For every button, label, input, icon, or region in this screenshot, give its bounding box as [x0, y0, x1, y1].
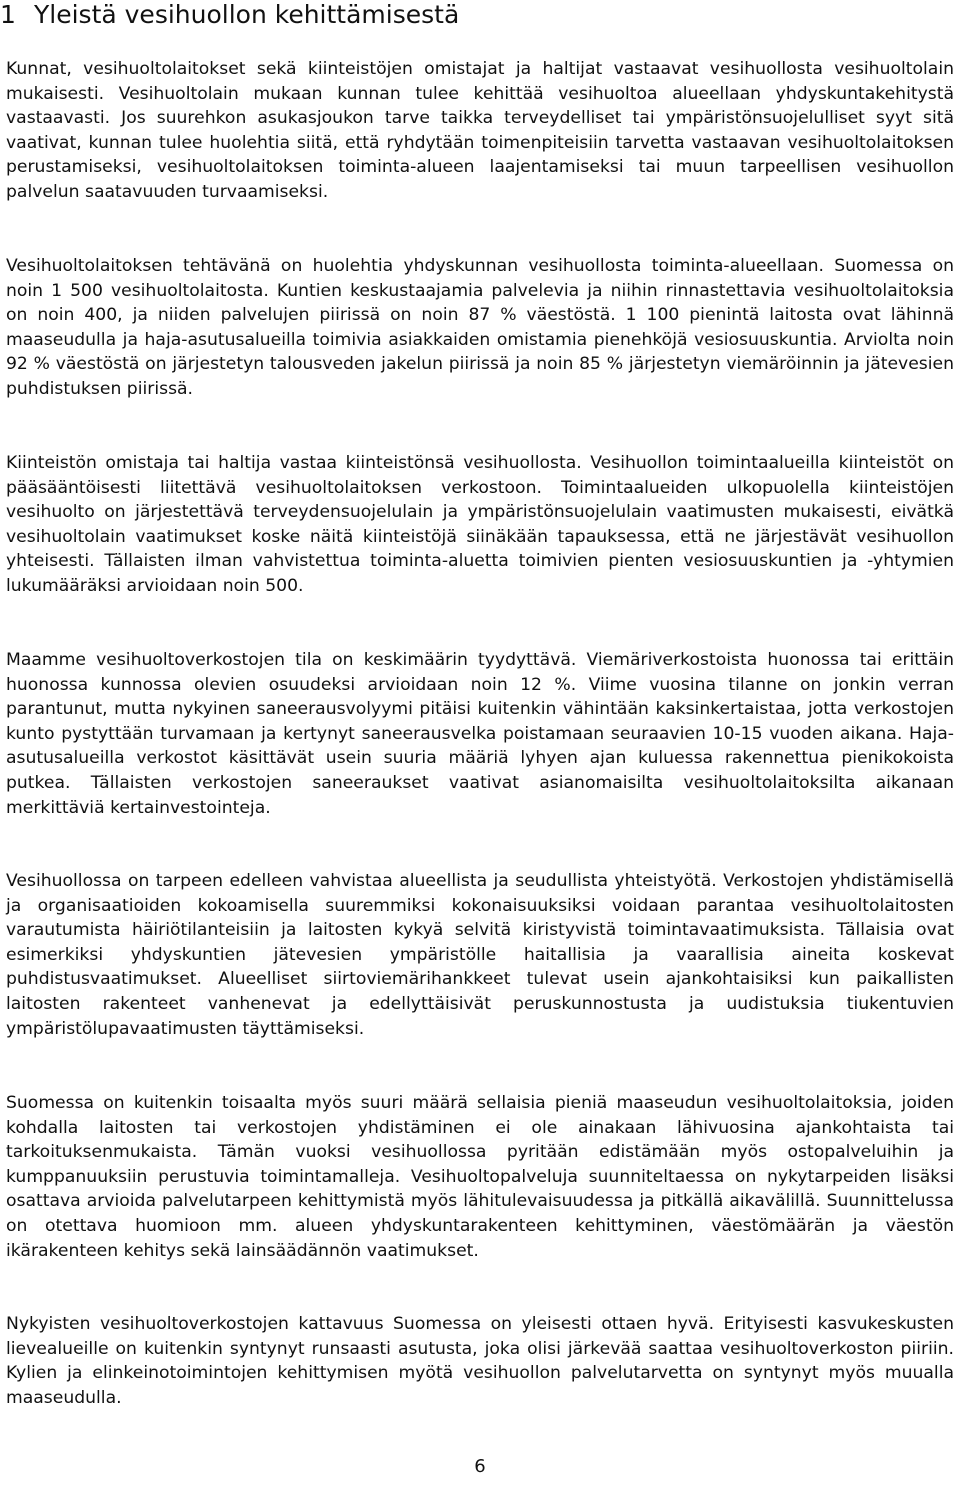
paragraph-rural-utilities: Suomessa on kuitenkin toisaalta myös suuri määrä sellaisia pieniä maaseudun vesihuoltolaitoksia, joiden kohdalla laitosten tai verkostojen yhdistäminen ei ole ainakaan lähivuosina ajankohtaista tai tarkoituksenmukaista. Tämän vuoksi vesihuollossa pyritään edistämään myös ostopalveluihin ja kumppanuuksiin perustuvia toimintamalleja. Vesihuoltopalveluja suunniteltaessa on nykytarpeiden lisäksi osattava arvioida palvelutarpeen kehittymistä myös lähitulevaisuudessa ja pitkällä aikavälillä. Suunnittelussa on otettava huomioon mm. alueen yhdyskuntarakenteen kehittyminen, väestömäärän ja väestön ikärakenteen kehitys sekä lainsäädännön vaatimukset.	[6, 1093, 954, 1261]
section-heading	[0, 0, 459, 30]
paragraph-regional-cooperation: Vesihuollossa on tarpeen edelleen vahvistaa alueellista ja seudullista yhteistyötä. Verkostojen yhdistämisellä ja organisaatioiden kokoamisella suuremmiksi kokonaisuuksiksi voidaan parantaa vesihuoltolaitosten varautumista häiriötilanteisiin ja laitosten kykyä selvitä kiristyvistä toimintavaatimuksista. Tällaisia ovat esimerkiksi yhdyskuntien jätevesien ympäristölle haitallisia ja vaarallisia aineita koskevat puhdistusvaatimukset. Alueelliset siirtoviemärihankkeet tulevat usein ajankohtaisiksi kun paikallisten laitosten rakenteet vanhenevat ja edellyttäisivät peruskunnostusta ja uudistuksia tiukentuvien ympäristölupavaatimusten täyttämiseksi.	[6, 871, 954, 1039]
paragraph-municipal-responsibility: Kunnat, vesihuoltolaitokset sekä kiinteistöjen omistajat ja haltijat vastaavat vesihuollosta vesihuoltolain mukaisesti. Vesihuoltolain mukaan kunnan tulee kehittää vesihuoltoa alueellaan yhdyskuntakehitystä vastaavasti. Jos suurehkon asukasjoukon tarve taikka terveydelliset tai ympäristönsuojelulliset syyt sitä vaativat, kunnan tulee huolehtia siitä, että ryhdytään toimenpiteisiin tarvetta vastaavan vesihuoltolaitoksen perustamiseksi, vesihuoltolaitoksen toiminta-alueen laajentamiseksi tai muun tarpeellisen vesihuollon palvelun saatavuuden turvaamiseksi.	[6, 59, 954, 202]
paragraph-network-coverage: Nykyisten vesihuoltoverkostojen kattavuus Suomessa on yleisesti ottaen hyvä. Erityisesti kasvukeskusten lievealueille on kuitenkin syntynyt runsaasti asutusta, joka olisi järkevää saattaa vesihuoltoverkoston piiriin. Kylien ja elinkeinotoimintojen kehittymisen myötä vesihuollon palvelutarvetta on syntynyt myös muualla maaseudulla.	[6, 1314, 954, 1408]
paragraph-utility-tasks: Vesihuoltolaitoksen tehtävänä on huolehtia yhdyskunnan vesihuollosta toiminta-alueellaan. Suomessa on noin 1 500 vesihuoltolaitosta. Kuntien keskustaajamia palvelevia ja niihin rinnastettavia vesihuoltolaitoksia on noin 400, ja niiden palvelujen piirissä on noin 87 % väestöstä. 1 100 pienintä laitosta ovat lähinnä maaseudulla ja haja-asutusalueilla toimivia asiakkaiden omistamia pienehköjä vesiosuuskuntia. Arviolta noin 92 % väestöstä on järjestetyn talousveden jakelun piirissä ja noin 85 % järjestetyn viemäröinnin ja jätevesien puhdistuksen piirissä.	[6, 256, 954, 399]
page-number: 6	[474, 1456, 486, 1477]
section-number: 1	[0, 0, 16, 29]
paragraph-network-condition: Maamme vesihuoltoverkostojen tila on keskimäärin tyydyttävä. Viemäriverkostoista huonossa tai erittäin huonossa kunnossa olevien osuudeksi arvioidaan noin 12 %. Viime vuosina tilanne on jonkin verran parantunut, mutta nykyinen saneerausvolyymi pitäisi kuitenkin vähintään kaksinkertaistaa, jotta verkostojen kunto pystyttään turvamaan ja kertynyt saneerausvelka poistamaan seuraavien 10-15 vuoden aikana. Haja-asutusalueilla verkostot käsittävät usein suuria määriä lyhyen ajan kuluessa rakennettua pienikokoista putkea. Tällaisten verkostojen saneeraukset vaativat asianomaisilta vesihuoltolaitoksilta aikanaan merkittäviä kertainvestointeja.	[6, 650, 954, 818]
section-title: Yleistä vesihuollon kehittämisestä	[34, 0, 460, 29]
paragraph-property-owner: Kiinteistön omistaja tai haltija vastaa kiinteistönsä vesihuollosta. Vesihuollon toimintaalueilla kiinteistöt on pääsääntöisesti liitettävä vesihuoltolaitoksen verkostoon. Toimintaalueiden ulkopuolella kiinteistöjen vesihuolto on järjestettävä terveydensuojelulain ja ympäristönsuojelulain vaatimusten mukaisesti, eivätkä vesihuoltolain vaatimukset koske näitä kiinteistöjä siinäkään tapauksessa, että ne järjestävät vesihuollon yhteisesti. Tällaisten ilman vahvistettua toiminta-aluetta toimivien pienten vesiosuuskuntien ja -yhtymien lukumääräksi arvioidaan noin 500.	[6, 453, 954, 596]
